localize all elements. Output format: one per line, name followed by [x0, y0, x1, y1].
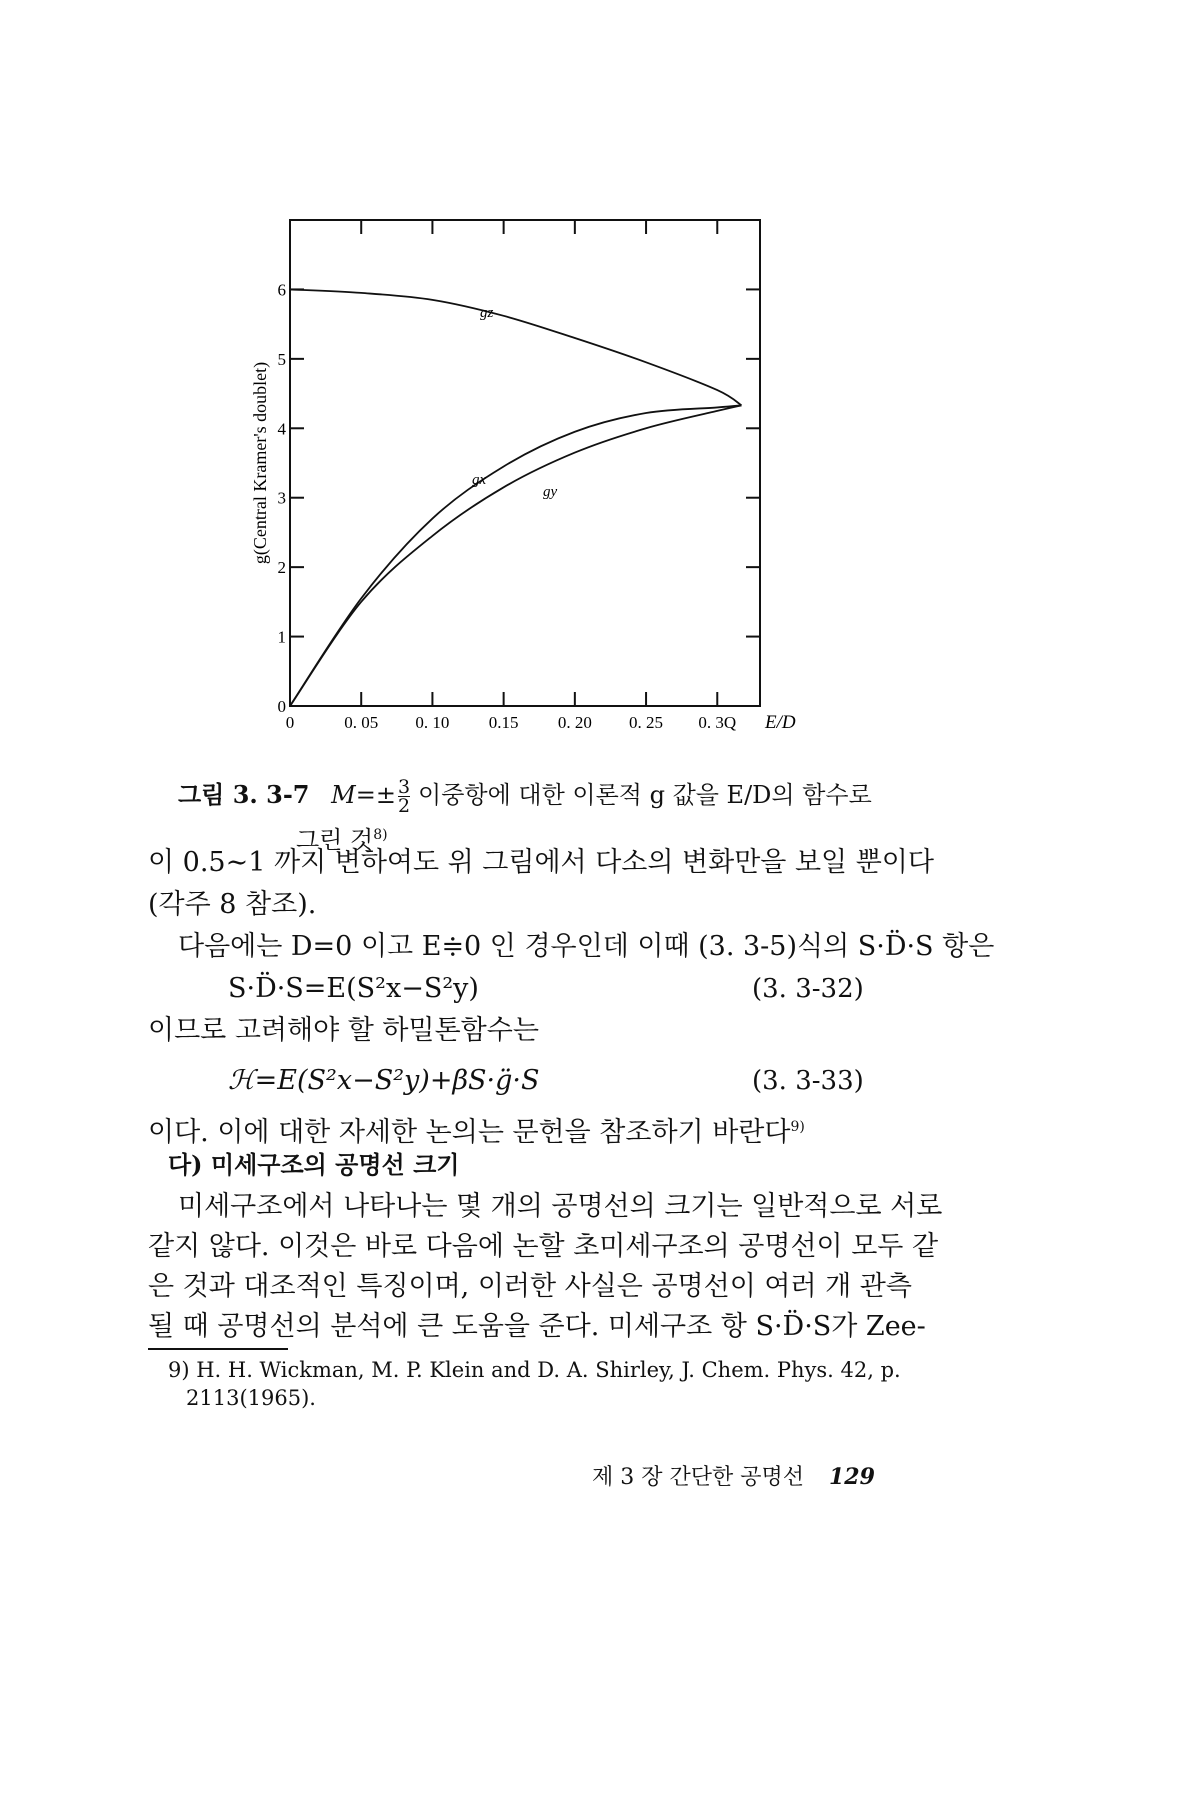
chart: [250, 200, 810, 740]
x-axis-label: E/D: [765, 712, 796, 733]
series-line-gz: [290, 289, 741, 405]
x-tick-label: 0. 10: [415, 713, 450, 732]
x-tick-label: 0. 3Q: [698, 713, 737, 732]
paragraph-line-4: 될 때 공명선의 분석에 큰 도움을 준다. 미세구조 항 S·D̈·S가 Zee-: [148, 1311, 926, 1342]
body-line-1: 이 0.5∼1 까지 변하여도 위 그림에서 다소의 변화만을 보일 뿐이다: [148, 847, 934, 878]
page-number: 129: [829, 1464, 875, 1490]
body-line-4: 이므로 고려해야 할 하밀톤함수는: [148, 1015, 539, 1046]
paragraph-line-3: 은 것과 대조적인 특징이며, 이러한 사실은 공명선이 여러 개 관측: [148, 1271, 912, 1302]
body-line-2: (각주 8 참조).: [148, 889, 317, 920]
caption-text-2: 그린 것: [296, 826, 374, 854]
y-tick-label: 6: [277, 280, 286, 300]
series-line-gx: [290, 405, 741, 706]
reference-9: 9): [790, 1119, 805, 1135]
y-tick-label: 0: [277, 697, 286, 716]
fraction-numerator: 3: [397, 776, 411, 798]
body-line-5-text: 이다. 이에 대한 자세한 논의는 문헌을 참조하기 바란다: [148, 1117, 791, 1148]
caption-text-1: 이중항에 대한 이론적 g 값을 E/D의 함수로: [418, 781, 872, 809]
y-tick-label: 5: [277, 349, 286, 369]
x-tick-label: 0.15: [488, 713, 519, 732]
footnote-rule: [148, 1348, 288, 1350]
x-tick-label: 0. 20: [557, 713, 592, 732]
y-tick-label: 2: [277, 558, 286, 578]
caption-fraction: [398, 778, 410, 815]
figure-caption: [178, 778, 872, 815]
y-tick-label: 3: [277, 488, 286, 508]
equation-number-3-3-33: (3. 3-33): [752, 1066, 864, 1096]
caption-label: 그림 3. 3-7: [178, 780, 310, 809]
series-label-gz: gz: [480, 305, 494, 321]
equation-3-3-32: S·D̈·S=E(S²x−S²y): [228, 973, 479, 1004]
body-line-5: [148, 1110, 805, 1150]
fraction-denominator: 2: [397, 795, 411, 817]
page-footer: [592, 1460, 875, 1495]
y-axis-label: g(Central Kramer's doublet): [250, 361, 270, 565]
section-heading: 다) 미세구조의 공명선 크기: [168, 1150, 460, 1179]
series-line-gy: [290, 405, 741, 706]
body-line-3: 다음에는 D=0 이고 E≑0 인 경우인데 이때 (3. 3-5)식의 S·D̈·S 항은: [178, 931, 995, 962]
y-tick-label: 1: [277, 627, 286, 647]
footnote-line-2: 2113(1965).: [186, 1386, 316, 1410]
footnote-line-1: 9) H. H. Wickman, M. P. Klein and D. A. Shirley, J. Chem. Phys. 42, p.: [168, 1358, 901, 1382]
y-tick-label: 4: [277, 419, 286, 439]
series-label-gx: gx: [472, 472, 487, 488]
caption-reference: 8): [373, 827, 388, 843]
paragraph-line-2: 같지 않다. 이것은 바로 다음에 논할 초미세구조의 공명선이 모두 같: [148, 1231, 939, 1262]
series-label-gy: gy: [543, 484, 558, 500]
equation-number-3-3-32: (3. 3-32): [752, 974, 864, 1004]
paragraph-line-1: 미세구조에서 나타나는 몇 개의 공명선의 크기는 일반적으로 서로: [178, 1191, 943, 1222]
caption-math: M=±: [331, 781, 396, 809]
x-tick-label: 0. 25: [629, 713, 664, 732]
chapter-title: 제 3 장 간단한 공명선: [592, 1465, 804, 1490]
x-tick-label: 0: [285, 713, 295, 732]
x-tick-label: 0. 05: [344, 713, 379, 732]
equation-3-3-33: ℋ=E(S²x−S²y)+βS·g̈·S: [228, 1065, 540, 1096]
